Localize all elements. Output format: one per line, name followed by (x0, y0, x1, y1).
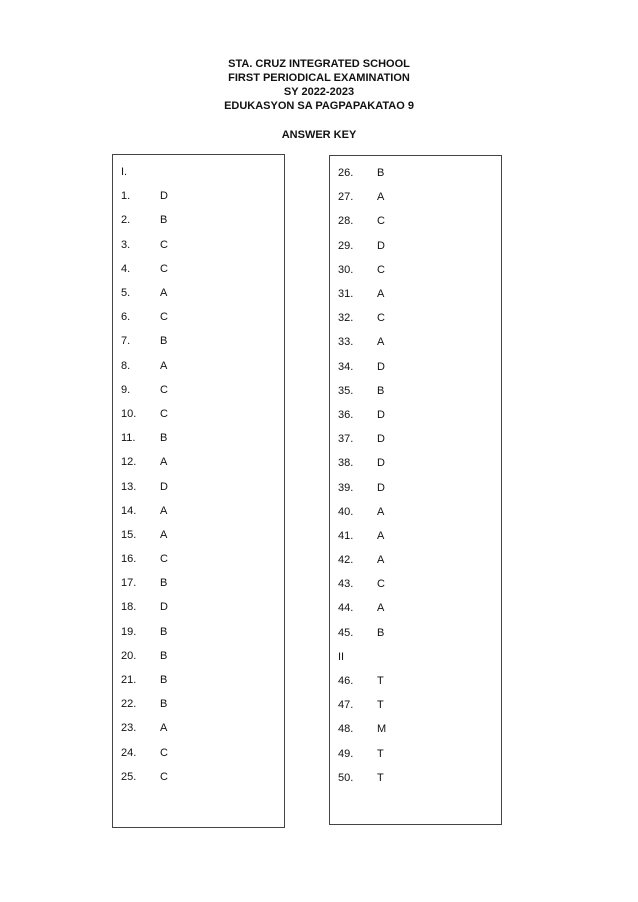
item-answer: T (377, 747, 384, 760)
item-answer: C (160, 746, 168, 759)
item-number: 5. (121, 287, 131, 300)
item-number: 28. (338, 215, 354, 228)
item-answer: C (377, 312, 385, 325)
item-answer: A (377, 191, 385, 204)
item-answer: A (377, 336, 385, 349)
answer-row (330, 717, 501, 741)
item-answer: B (377, 167, 385, 180)
answer-row (113, 281, 284, 305)
item-number: 13. (121, 480, 137, 493)
answer-box-left (112, 154, 285, 828)
item-answer: A (377, 602, 385, 615)
item-number: 1. (121, 190, 131, 203)
answer-row (330, 209, 501, 233)
answer-row (330, 500, 501, 524)
answer-row (113, 595, 284, 619)
answer-row (330, 524, 501, 548)
item-number: 20. (121, 649, 137, 662)
item-number: 9. (121, 383, 131, 396)
answer-row (113, 426, 284, 450)
item-number: 31. (338, 288, 354, 301)
answer-row (330, 669, 501, 693)
item-answer: B (160, 698, 168, 711)
item-number: 37. (338, 433, 354, 446)
item-number: 27. (338, 191, 354, 204)
item-answer: C (160, 407, 168, 420)
item-answer: B (377, 626, 385, 639)
answer-row (113, 184, 284, 208)
item-answer: B (160, 625, 168, 638)
answer-row (113, 378, 284, 402)
item-answer: B (377, 384, 385, 397)
item-number: 30. (338, 263, 354, 276)
answer-row (113, 305, 284, 329)
item-number: 25. (121, 770, 137, 783)
answer-row (330, 234, 501, 258)
item-answer: D (160, 601, 168, 614)
item-number: 47. (338, 699, 354, 712)
answer-row (330, 693, 501, 717)
item-number: 36. (338, 408, 354, 421)
item-answer: C (377, 578, 385, 591)
answer-row (113, 208, 284, 232)
answer-row (330, 258, 501, 282)
item-number: 39. (338, 481, 354, 494)
item-number: 22. (121, 698, 137, 711)
item-answer: B (160, 577, 168, 590)
item-answer: B (160, 649, 168, 662)
answer-row (330, 645, 501, 669)
item-answer: D (377, 481, 385, 494)
item-answer: D (160, 190, 168, 203)
item-number: 42. (338, 554, 354, 567)
answer-list-left (113, 160, 284, 789)
answer-row (330, 427, 501, 451)
answer-row (113, 523, 284, 547)
item-number: 17. (121, 577, 137, 590)
item-answer: C (160, 553, 168, 566)
answer-row (113, 741, 284, 765)
item-answer: D (377, 360, 385, 373)
school-name: STA. CRUZ INTEGRATED SCHOOL (228, 58, 410, 70)
item-number: 15. (121, 528, 137, 541)
item-number: 49. (338, 747, 354, 760)
item-number: 11. (121, 432, 136, 445)
answer-row (113, 257, 284, 281)
item-answer: C (160, 262, 168, 275)
item-answer: B (160, 214, 168, 227)
item-answer: B (160, 674, 168, 687)
answer-row (113, 450, 284, 474)
item-number: 10. (121, 407, 137, 420)
item-answer: A (160, 528, 168, 541)
item-number: 21. (121, 674, 137, 687)
item-answer: A (160, 456, 168, 469)
answer-row (330, 282, 501, 306)
item-answer: C (377, 215, 385, 228)
answer-row (113, 620, 284, 644)
item-number: 41. (338, 529, 354, 542)
item-answer: T (377, 675, 384, 688)
item-number: 14. (121, 504, 137, 517)
item-answer: D (377, 457, 385, 470)
item-number: 38. (338, 457, 354, 470)
item-number: 48. (338, 723, 354, 736)
item-answer: T (377, 771, 384, 784)
answer-row (113, 692, 284, 716)
item-number: 2. (121, 214, 131, 227)
item-answer: D (377, 408, 385, 421)
item-number: 4. (121, 262, 131, 275)
answer-row (113, 233, 284, 257)
item-number: I. (121, 166, 128, 179)
item-number: 19. (121, 625, 137, 638)
document-header (0, 57, 638, 113)
item-answer: B (160, 432, 168, 445)
item-answer: T (377, 699, 384, 712)
answer-row (113, 329, 284, 353)
answer-row (330, 621, 501, 645)
answer-row (113, 402, 284, 426)
item-answer: A (377, 554, 385, 567)
answer-row (330, 475, 501, 499)
item-answer: A (160, 359, 168, 372)
item-number: 40. (338, 505, 354, 518)
item-number: 8. (121, 359, 131, 372)
item-number: 18. (121, 601, 137, 614)
answer-row (330, 403, 501, 427)
item-number: 23. (121, 722, 137, 735)
answer-row (330, 572, 501, 596)
answer-row (330, 596, 501, 620)
answer-row (113, 547, 284, 571)
answer-list-right (330, 161, 501, 790)
item-answer: A (160, 287, 168, 300)
answer-row (330, 185, 501, 209)
item-number: 26. (338, 167, 354, 180)
answer-row (113, 474, 284, 498)
item-number: 32. (338, 312, 354, 325)
item-number: 24. (121, 746, 137, 759)
answer-row (330, 766, 501, 790)
answer-row (113, 354, 284, 378)
item-number: 50. (338, 771, 354, 784)
item-number: 6. (121, 311, 131, 324)
item-answer: C (160, 238, 168, 251)
item-number: 35. (338, 384, 354, 397)
answer-row (330, 306, 501, 330)
item-number: 16. (121, 553, 137, 566)
item-number: 43. (338, 578, 354, 591)
exam-title: FIRST PERIODICAL EXAMINATION (228, 72, 410, 84)
item-answer: A (377, 288, 385, 301)
answer-row (113, 668, 284, 692)
answer-row (330, 330, 501, 354)
answer-row (113, 644, 284, 668)
item-number: 33. (338, 336, 354, 349)
answer-row (330, 355, 501, 379)
item-answer: A (160, 504, 168, 517)
answer-row (330, 161, 501, 185)
item-answer: C (160, 383, 168, 396)
answer-row (113, 571, 284, 595)
answer-row (113, 499, 284, 523)
item-number: 46. (338, 675, 354, 688)
item-answer: C (377, 263, 385, 276)
item-answer: D (160, 480, 168, 493)
item-answer: C (160, 311, 168, 324)
answer-row (113, 765, 284, 789)
item-answer: D (377, 239, 385, 252)
item-answer: A (377, 529, 385, 542)
answer-row (113, 716, 284, 740)
subject-title: EDUKASYON SA PAGPAPAKATAO 9 (224, 100, 414, 112)
item-answer: M (377, 723, 387, 736)
item-number: 3. (121, 238, 131, 251)
item-answer: D (377, 433, 385, 446)
answer-row (330, 548, 501, 572)
item-number: 7. (121, 335, 131, 348)
answer-key-title: ANSWER KEY (281, 129, 357, 141)
item-number: 45. (338, 626, 354, 639)
item-number: 29. (338, 239, 354, 252)
school-year: SY 2022-2023 (283, 86, 355, 98)
item-answer: B (160, 335, 168, 348)
item-answer: C (160, 770, 168, 783)
item-number: 12. (121, 456, 137, 469)
answer-row (330, 451, 501, 475)
item-number: II (338, 650, 345, 663)
item-number: 34. (338, 360, 354, 373)
item-answer: A (377, 505, 385, 518)
answer-row (330, 742, 501, 766)
item-number: 44. (338, 602, 354, 615)
answer-row (330, 379, 501, 403)
answer-row (113, 160, 284, 184)
answer-box-right (329, 155, 502, 825)
item-answer: A (160, 722, 168, 735)
